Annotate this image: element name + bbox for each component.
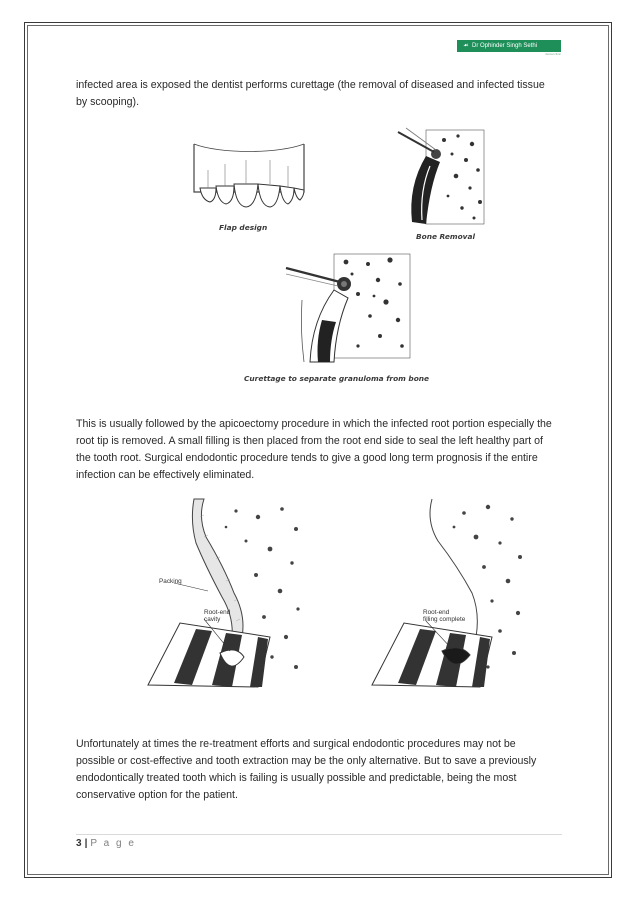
packing-label: Packing	[159, 578, 182, 585]
flap-design-caption: Flap design	[219, 223, 268, 232]
page-number: 3	[76, 838, 82, 849]
bone-removal-illustration	[396, 126, 486, 231]
paragraph-curettage: infected area is exposed the dentist performs curettage (the removal of diseased and infected tissue by scooping).	[76, 79, 545, 108]
logo-subtext: dental clinic	[457, 52, 561, 56]
footer-separator: |	[84, 838, 88, 849]
page-word: P a g e	[90, 838, 136, 849]
curettage-caption: Curettage to separate granuloma from bone	[244, 374, 430, 383]
flap-design-illustration	[190, 140, 308, 210]
root-end-cavity-label: Root-end cavity	[204, 609, 231, 623]
logo-text: Dr Ophinder Singh Sethi	[472, 43, 538, 49]
page-footer	[76, 838, 136, 849]
root-end-filling-label: Root-end filling complete	[423, 609, 466, 623]
curettage-illustration	[282, 250, 412, 370]
root-end-filling-illustration	[368, 497, 530, 689]
bone-removal-caption: Bone Removal	[416, 232, 476, 241]
root-end-cavity-illustration	[146, 497, 308, 689]
footer-divider	[76, 834, 562, 835]
paragraph-apicoectomy: This is usually followed by the apicoectomy procedure in which the infected root portion especially the root tip is removed. A small filling is then placed from the root end side to seal the left healthy part of the tooth root. Surgical endodontic procedure tends to give a good long term prognosis if the entire infection can be effectively eliminated.	[76, 418, 552, 481]
header-logo	[457, 40, 561, 56]
tooth-icon: ☙	[463, 43, 469, 49]
paragraph-conclusion: Unfortunately at times the re-treatment efforts and surgical endodontic procedures may not be possible or cost-effective and tooth extraction may be the only alternative. But to save a previously endodontically treated tooth which is failing is usually possible and predictable, being the most conservative option for the patient.	[76, 738, 537, 801]
